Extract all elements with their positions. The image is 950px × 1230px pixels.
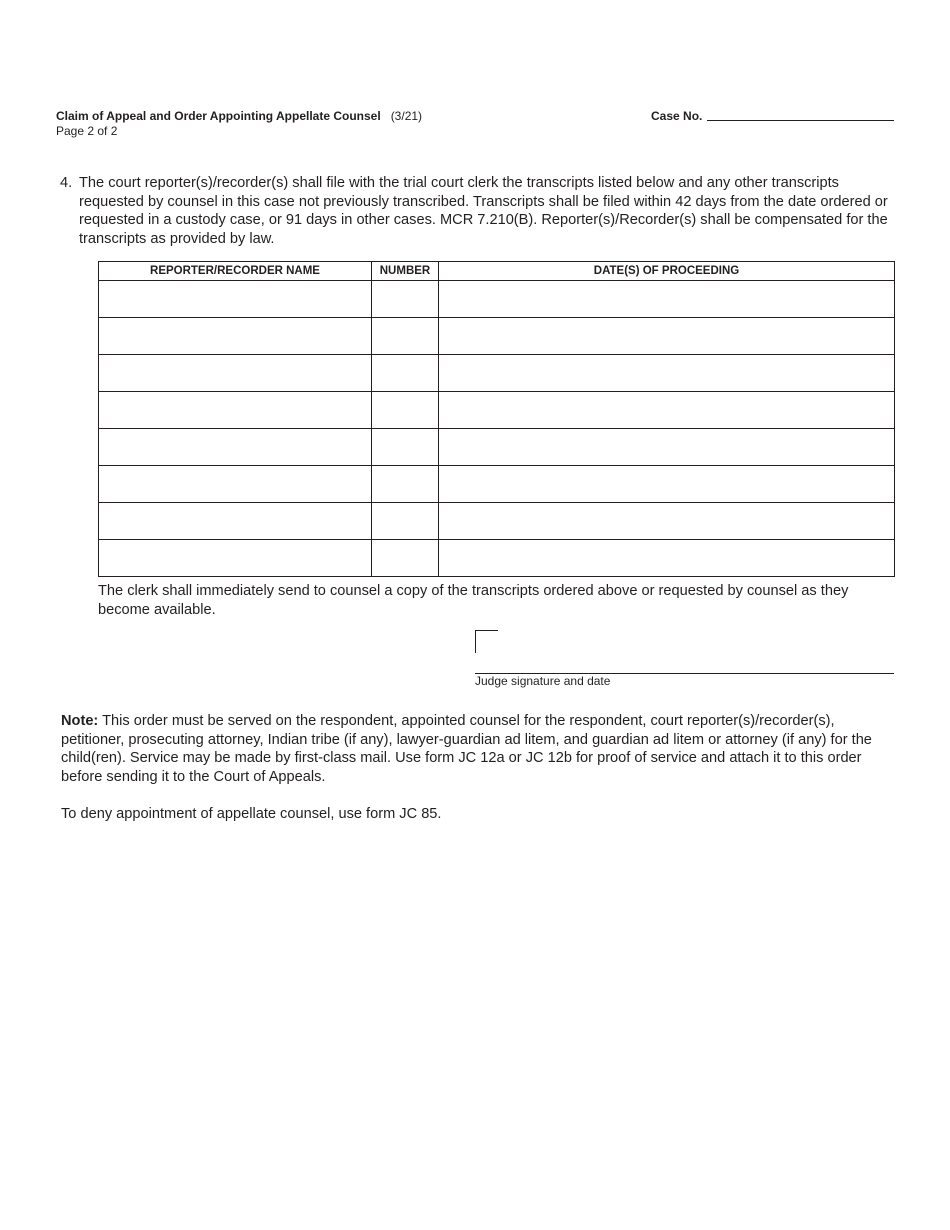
number-cell[interactable] [372,540,439,577]
reporter-name-cell[interactable] [99,540,372,577]
note-text: This order must be served on the respondent, appointed counsel for the respondent, court reporter(s)/recorder(s), petitioner, prosecuting attorney, Indian tribe (if any), lawyer-guardian ad litem, and guardian ad litem or attorney (if any) for the child(ren). Service may be made by first-class mail. Use form JC 12a or JC 12b for proof of service and attach it to this order before sending it to the Court of Appeals. [61,713,872,785]
form-version: (3/21) [390,109,423,123]
table-row [99,429,895,466]
form-title [56,109,422,123]
table-header-row [99,262,895,281]
dates-cell[interactable] [439,392,895,429]
reporter-name-cell[interactable] [99,429,372,466]
table-row [99,503,895,540]
dates-cell[interactable] [439,540,895,577]
table-row [99,392,895,429]
dates-cell[interactable] [439,355,895,392]
table-row [99,355,895,392]
dates-cell[interactable] [439,318,895,355]
number-cell[interactable] [372,466,439,503]
deny-appointment-text: To deny appointment of appellate counsel, use form JC 85. [61,806,442,822]
table-row [99,540,895,577]
transcripts-table [98,261,895,577]
item-4-text: The court reporter(s)/recorder(s) shall file with the trial court clerk the transcripts listed below and any other transcripts requested by counsel in this case not previously transcribed. Transcripts shall be filed within 42 days from the date ordered or requested in a custody case, or 91 days in other cases. MCR 7.210(B). Reporter(s)/Recorder(s) shall be compensated for the transcripts as provided by law. [79,175,888,247]
page-number: Page 2 of 2 [56,124,118,138]
reporter-name-cell[interactable] [99,318,372,355]
number-cell[interactable] [372,503,439,540]
reporter-name-cell[interactable] [99,355,372,392]
judge-signature-caption: Judge signature and date [475,674,611,688]
reporter-name-cell[interactable] [99,503,372,540]
case-number-label: Case No. [651,109,703,123]
number-cell[interactable] [372,281,439,318]
reporter-name-cell[interactable] [99,392,372,429]
signature-corner-mark [475,630,498,653]
dates-cell[interactable] [439,429,895,466]
note-label: Note: [61,713,99,729]
service-note [61,712,897,786]
column-header-reporter-name: REPORTER/RECORDER NAME [99,262,372,281]
dates-cell[interactable] [439,281,895,318]
dates-cell[interactable] [439,503,895,540]
dates-cell[interactable] [439,466,895,503]
reporter-name-cell[interactable] [99,281,372,318]
table-row [99,466,895,503]
item-4-number: 4. [60,175,73,191]
column-header-dates: DATE(S) OF PROCEEDING [439,262,895,281]
form-title-text: Claim of Appeal and Order Appointing Appellate Counsel [56,109,381,123]
clerk-instruction: The clerk shall immediately send to counsel a copy of the transcripts ordered above or requested by counsel as they become available. [98,583,849,618]
table-row [99,281,895,318]
number-cell[interactable] [372,429,439,466]
table-row [99,318,895,355]
number-cell[interactable] [372,355,439,392]
column-header-number: NUMBER [372,262,439,281]
number-cell[interactable] [372,392,439,429]
number-cell[interactable] [372,318,439,355]
case-number-field[interactable] [707,120,894,121]
reporter-name-cell[interactable] [99,466,372,503]
